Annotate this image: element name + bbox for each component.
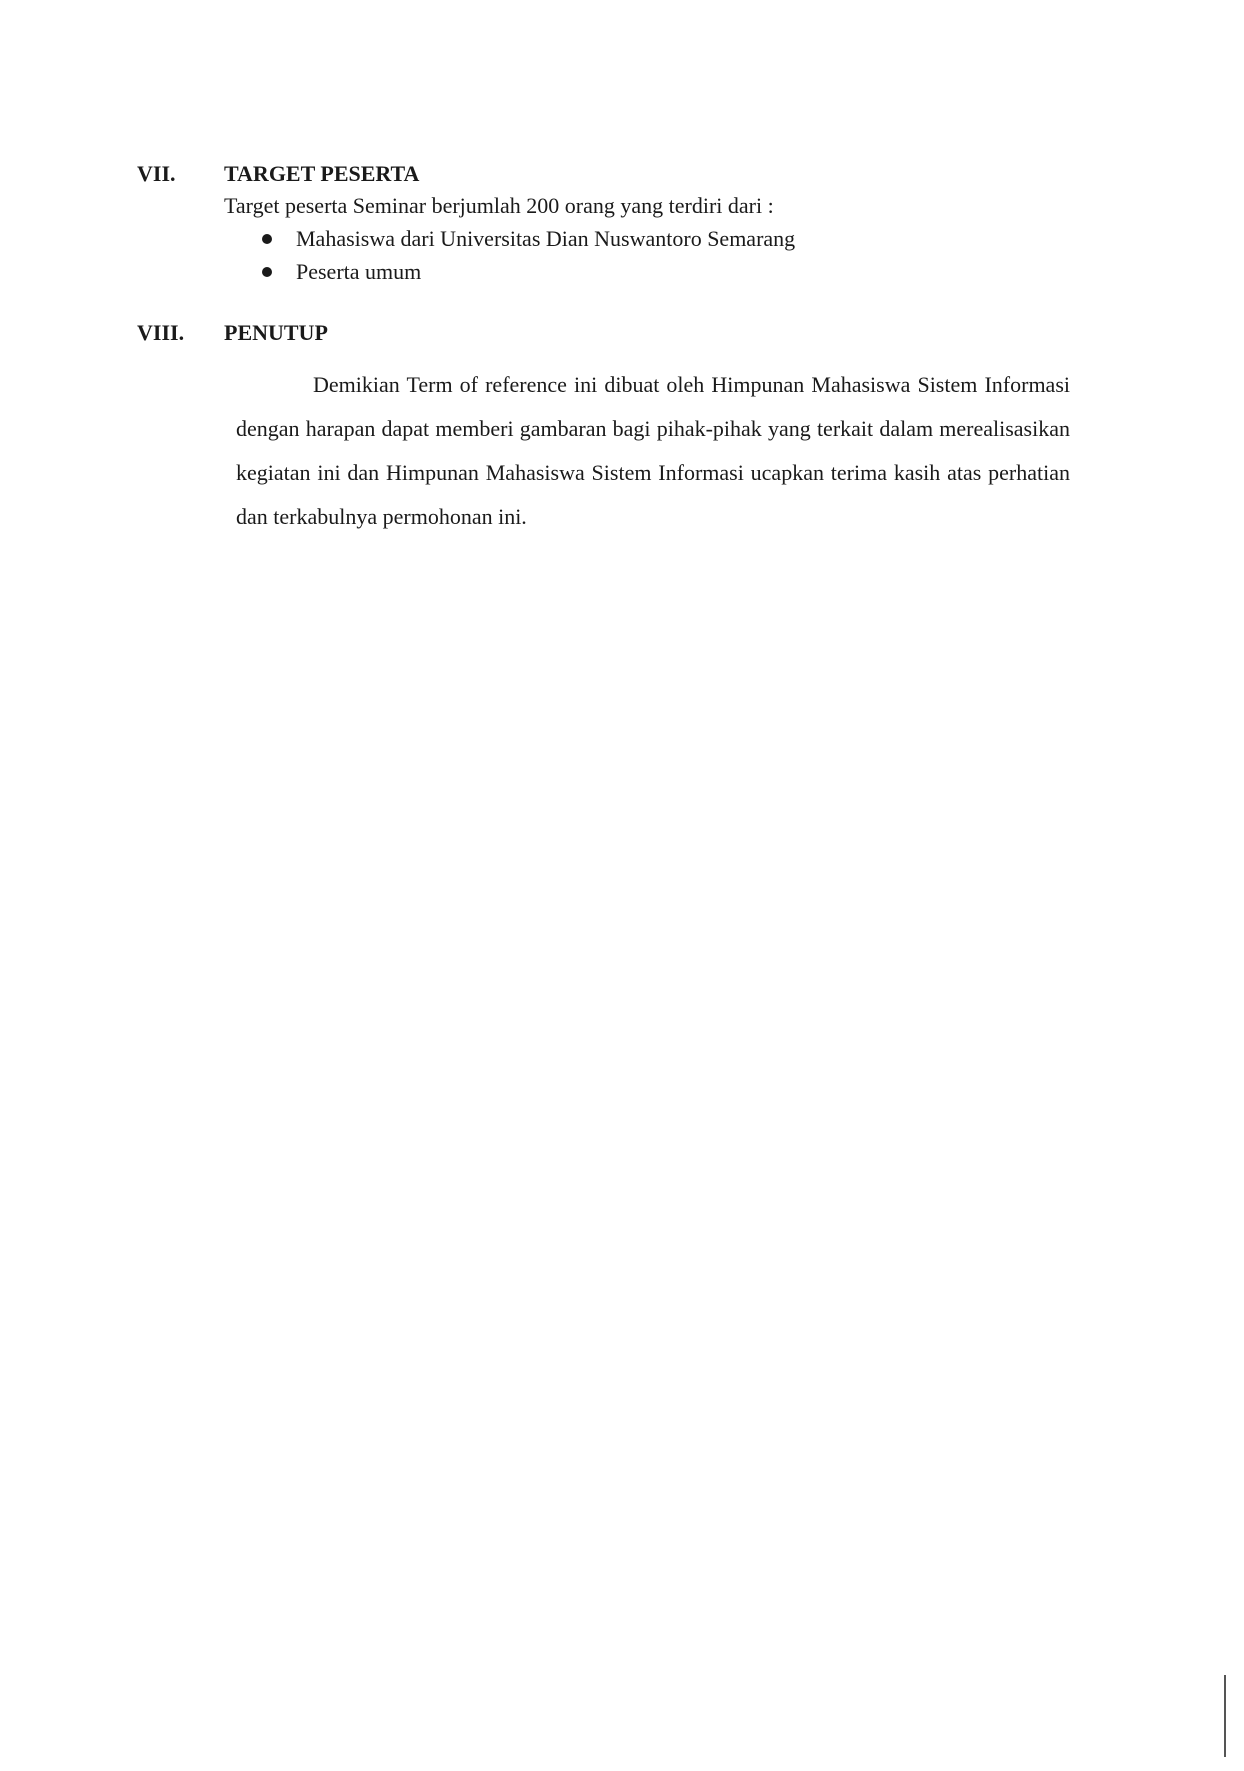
section-intro: Target peserta Seminar berjumlah 200 orang yang terdiri dari : xyxy=(224,193,774,218)
bullet-icon xyxy=(262,234,272,244)
list-item-text: Mahasiswa dari Universitas Dian Nuswantoro Semarang xyxy=(296,226,796,251)
bullet-icon xyxy=(262,267,272,277)
section-number: VII. xyxy=(137,161,176,186)
list-item xyxy=(224,255,795,288)
list-item-text: Peserta umum xyxy=(296,259,422,284)
section-title: PENUTUP xyxy=(224,320,328,345)
section-title: TARGET PESERTA xyxy=(224,161,420,186)
scan-edge-line xyxy=(1224,1675,1226,1757)
bullet-list xyxy=(224,222,795,288)
closing-paragraph: Demikian Term of reference ini dibuat oleh Himpunan Mahasiswa Sistem Informasi dengan harapan dapat memberi gambaran bagi pihak-pihak yang terkait dalam merealisasikan kegiatan ini dan Himpunan Mahasiswa Sistem Informasi ucapkan terima kasih atas perhatian dan terkabulnya permohonan ini. xyxy=(236,372,1070,529)
list-item xyxy=(224,222,795,255)
section-number: VIII. xyxy=(137,320,185,345)
